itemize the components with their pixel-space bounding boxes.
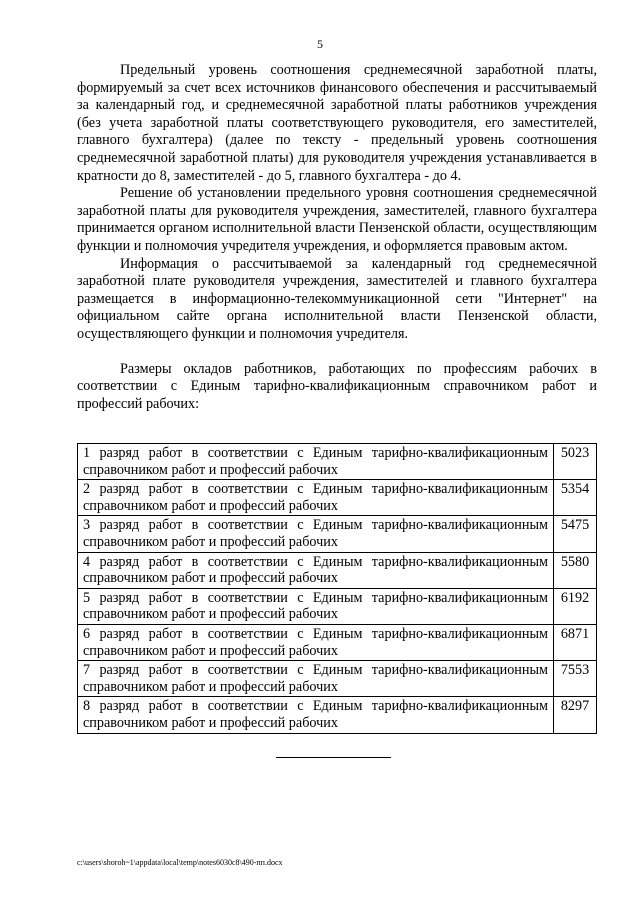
table-cell-description: 6 разряд работ в соответствии с Единым тарифно-квалификационным справочником работ и профессий рабочих [78,624,554,660]
end-separator-line [276,757,391,758]
table-cell-value: 6192 [554,588,597,624]
paragraph-salary-intro: Размеры окладов работников, работающих по профессиям рабочих в соответствии с Единым тарифно-квалификационным справочником работ и профессий рабочих: [77,360,597,412]
table-row [78,480,597,516]
document-body [77,62,597,413]
table-cell-description: 8 разряд работ в соответствии с Единым тарифно-квалификационным справочником работ и профессий рабочих [78,697,554,733]
paragraph-ratio-limit: Предельный уровень соотношения среднемесячной заработной платы, формируемый за счет всех источников финансового обеспечения и рассчитываемый за календарный год, и среднемесячной заработной платы работников учреждения (без учета заработной платы соответствующего руководителя, его заместителей, главного бухгалтера) (далее по тексту - предельный уровень соотношения среднемесячной заработной платы) для руководителя учреждения устанавливается в кратности до 8, заместителей - до 5, главного бухгалтера - до 4. [77,62,597,184]
table-row [78,444,597,480]
table-row [78,697,597,733]
footer-file-path: c:\users\shoroh~1\appdata\local\temp\notes6030c8\490-пп.docx [77,858,283,867]
table-cell-value: 7553 [554,661,597,697]
table-row [78,588,597,624]
table-cell-description: 2 разряд работ в соответствии с Единым тарифно-квалификационным справочником работ и профессий рабочих [78,480,554,516]
table-cell-value: 8297 [554,697,597,733]
table-cell-description: 5 разряд работ в соответствии с Единым тарифно-квалификационным справочником работ и профессий рабочих [78,588,554,624]
paragraph-information: Информация о рассчитываемой за календарный год среднемесячной заработной плате руководителя учреждения, заместителей и главного бухгалтера размещается в информационно-телекоммуникационной сети "Интернет" на официальном сайте органа исполнительной власти Пензенской области, осуществляющего функции и полномочия учредителя. [77,255,597,342]
table-cell-description: 7 разряд работ в соответствии с Единым тарифно-квалификационным справочником работ и профессий рабочих [78,661,554,697]
table-cell-value: 5023 [554,444,597,480]
page-number: 5 [317,37,323,51]
paragraph-decision: Решение об установлении предельного уровня соотношения среднемесячной заработной платы для руководителя учреждения, заместителей, главного бухгалтера принимается органом исполнительной власти Пензенской области, осуществляющим функции и полномочия учредителя учреждения, и оформляется правовым актом. [77,185,597,254]
table-row [78,552,597,588]
table-cell-description: 3 разряд работ в соответствии с Единым тарифно-квалификационным справочником работ и профессий рабочих [78,516,554,552]
table-row [78,624,597,660]
table-cell-value: 5580 [554,552,597,588]
table-cell-description: 4 разряд работ в соответствии с Единым тарифно-квалификационным справочником работ и профессий рабочих [78,552,554,588]
table-cell-value: 6871 [554,624,597,660]
table-cell-description: 1 разряд работ в соответствии с Единым тарифно-квалификационным справочником работ и профессий рабочих [78,444,554,480]
table-cell-value: 5475 [554,516,597,552]
table-row [78,661,597,697]
table-cell-value: 5354 [554,480,597,516]
salary-table [77,443,597,734]
table-row [78,516,597,552]
